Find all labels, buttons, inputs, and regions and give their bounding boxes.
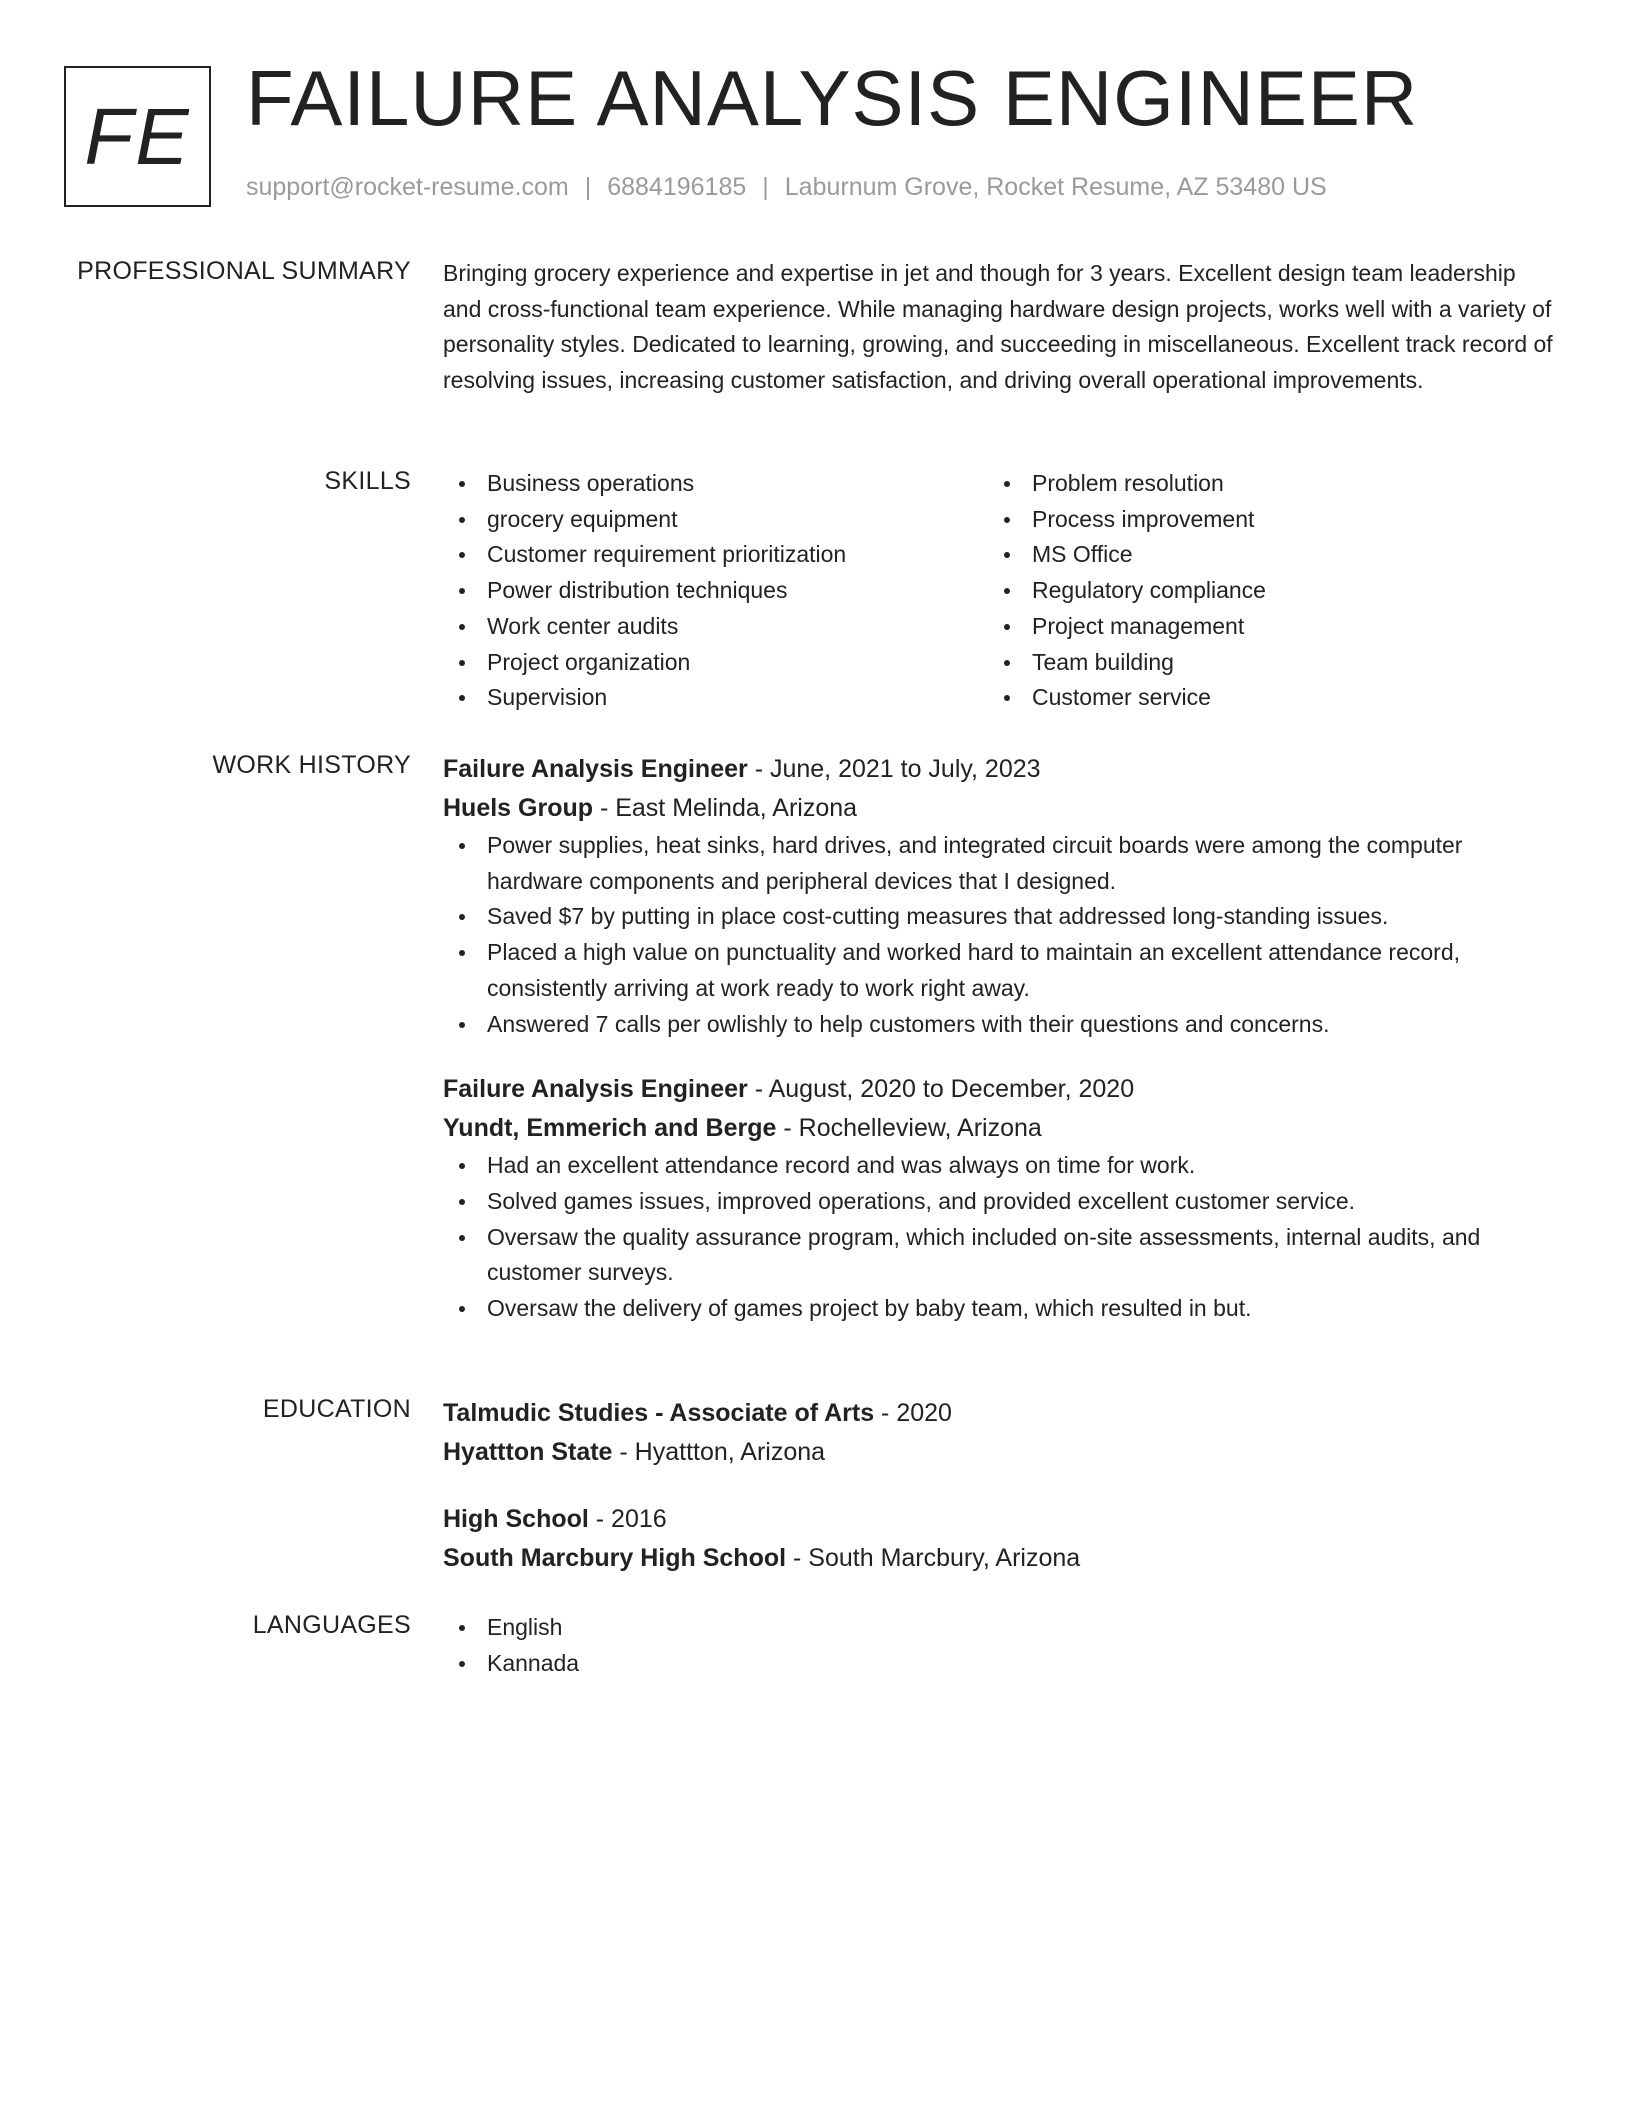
section-label-education: EDUCATION (262, 1395, 411, 1423)
job-duty-item: Oversaw the quality assurance program, which included on-site assessments, internal audits, and customer surveys. (443, 1220, 1553, 1291)
skill-item: Regulatory compliance (988, 573, 1533, 609)
job-duties-list (443, 1148, 1553, 1327)
skills-body (443, 466, 1553, 716)
job-dates: - June, 2021 to July, 2023 (747, 755, 1041, 783)
education-school-line (443, 1539, 1553, 1578)
skill-item: Power distribution techniques (443, 573, 988, 609)
education-body (443, 1394, 1553, 1606)
job-dates: - August, 2020 to December, 2020 (747, 1075, 1135, 1104)
job-company-line (443, 1109, 1553, 1148)
skill-item: Team building (988, 645, 1533, 681)
skill-item: Project management (988, 609, 1533, 645)
job-company-line (443, 789, 1553, 828)
education-school-line (443, 1433, 1553, 1472)
contact-phone: 6884196185 (607, 173, 747, 201)
skill-item: Process improvement (988, 502, 1533, 538)
section-label-work-history: WORK HISTORY (212, 751, 411, 779)
contact-separator: | (584, 173, 592, 201)
education-entry (443, 1394, 1553, 1472)
skill-item: Business operations (443, 466, 988, 502)
job-duty-item: Answered 7 calls per owlishly to help customers with their questions and concerns. (443, 1007, 1553, 1043)
skill-item: MS Office (988, 537, 1533, 573)
monogram-initials: FE (84, 91, 191, 181)
education-location: - South Marcbury, Arizona (786, 1544, 1081, 1572)
education-school: South Marcbury High School (443, 1544, 787, 1572)
job-company: Yundt, Emmerich and Berge (443, 1114, 777, 1143)
skill-item: Supervision (443, 680, 988, 716)
education-degree-line (443, 1394, 1553, 1433)
summary-body (443, 256, 1553, 399)
job-entry (443, 750, 1553, 1042)
education-location: - Hyattton, Arizona (612, 1438, 826, 1466)
education-year: - 2020 (874, 1399, 952, 1427)
skills-column-right (988, 466, 1533, 716)
job-company: Huels Group (443, 794, 594, 822)
job-title-line (443, 750, 1553, 789)
job-duty-item: Placed a high value on punctuality and worked hard to maintain an excellent attendance record, consistently arriving at work ready to work right away. (443, 935, 1553, 1006)
skills-list-right (988, 466, 1533, 716)
skill-item: Customer requirement prioritization (443, 537, 988, 573)
education-school: Hyattton State (443, 1438, 613, 1466)
section-label-summary: PROFESSIONAL SUMMARY (77, 257, 411, 285)
job-duty-item: Solved games issues, improved operations, and provided excellent customer service. (443, 1184, 1553, 1220)
education-degree: Talmudic Studies - Associate of Arts (443, 1399, 875, 1427)
contact-separator: | (762, 173, 769, 201)
skill-item: Project organization (443, 645, 988, 681)
skill-item: Work center audits (443, 609, 988, 645)
education-degree: High School (443, 1505, 589, 1533)
job-duty-item: Saved $7 by putting in place cost-cutting measures that addressed long-standing issues. (443, 899, 1553, 935)
contact-email: support@rocket-resume.com (246, 173, 569, 201)
job-entry (443, 1070, 1553, 1327)
summary-text: Bringing grocery experience and expertise in jet and though for 3 years. Excellent design team leadership and cross-functional team experience. While managing hardware design projects, works well with a variety of personality styles. Dedicated to learning, growing, and succeeding in miscellaneous. Excellent track record of resolving issues, increasing customer satisfaction, and driving overall operational improvements. (443, 260, 1553, 394)
job-duty-item: Oversaw the delivery of games project by baby team, which resulted in but. (443, 1291, 1553, 1327)
job-location: - East Melinda, Arizona (593, 794, 858, 822)
job-location: - Rochelleview, Arizona (776, 1114, 1042, 1143)
job-duties-list (443, 828, 1553, 1042)
contact-address: Laburnum Grove, Rocket Resume, AZ 53480 US (784, 173, 1327, 201)
skill-item: Customer service (988, 680, 1533, 716)
job-title: Failure Analysis Engineer (443, 1075, 748, 1104)
job-title: Failure Analysis Engineer (443, 755, 748, 783)
section-label-skills: SKILLS (324, 467, 411, 495)
job-duty-item: Power supplies, heat sinks, hard drives, and integrated circuit boards were among the computer hardware components and peripheral devices that I designed. (443, 828, 1553, 899)
education-entry (443, 1500, 1553, 1578)
job-title-line (443, 1070, 1553, 1109)
skills-grid (443, 466, 1553, 716)
languages-body (443, 1610, 1553, 1681)
section-label-languages: LANGUAGES (252, 1611, 411, 1639)
education-year: - 2016 (588, 1505, 667, 1533)
language-item: English (443, 1610, 1553, 1646)
skills-list-left (443, 466, 988, 716)
language-item: Kannada (443, 1646, 1553, 1682)
work-history-body (443, 750, 1553, 1355)
languages-list (443, 1610, 1553, 1681)
education-degree-line (443, 1500, 1553, 1539)
skills-column-left (443, 466, 988, 716)
skill-item: Problem resolution (988, 466, 1533, 502)
monogram-box (64, 66, 211, 207)
candidate-title: FAILURE ANALYSIS ENGINEER (246, 54, 1419, 142)
skill-item: grocery equipment (443, 502, 988, 538)
job-duty-item: Had an excellent attendance record and was always on time for work. (443, 1148, 1553, 1184)
contact-line (246, 172, 1327, 202)
